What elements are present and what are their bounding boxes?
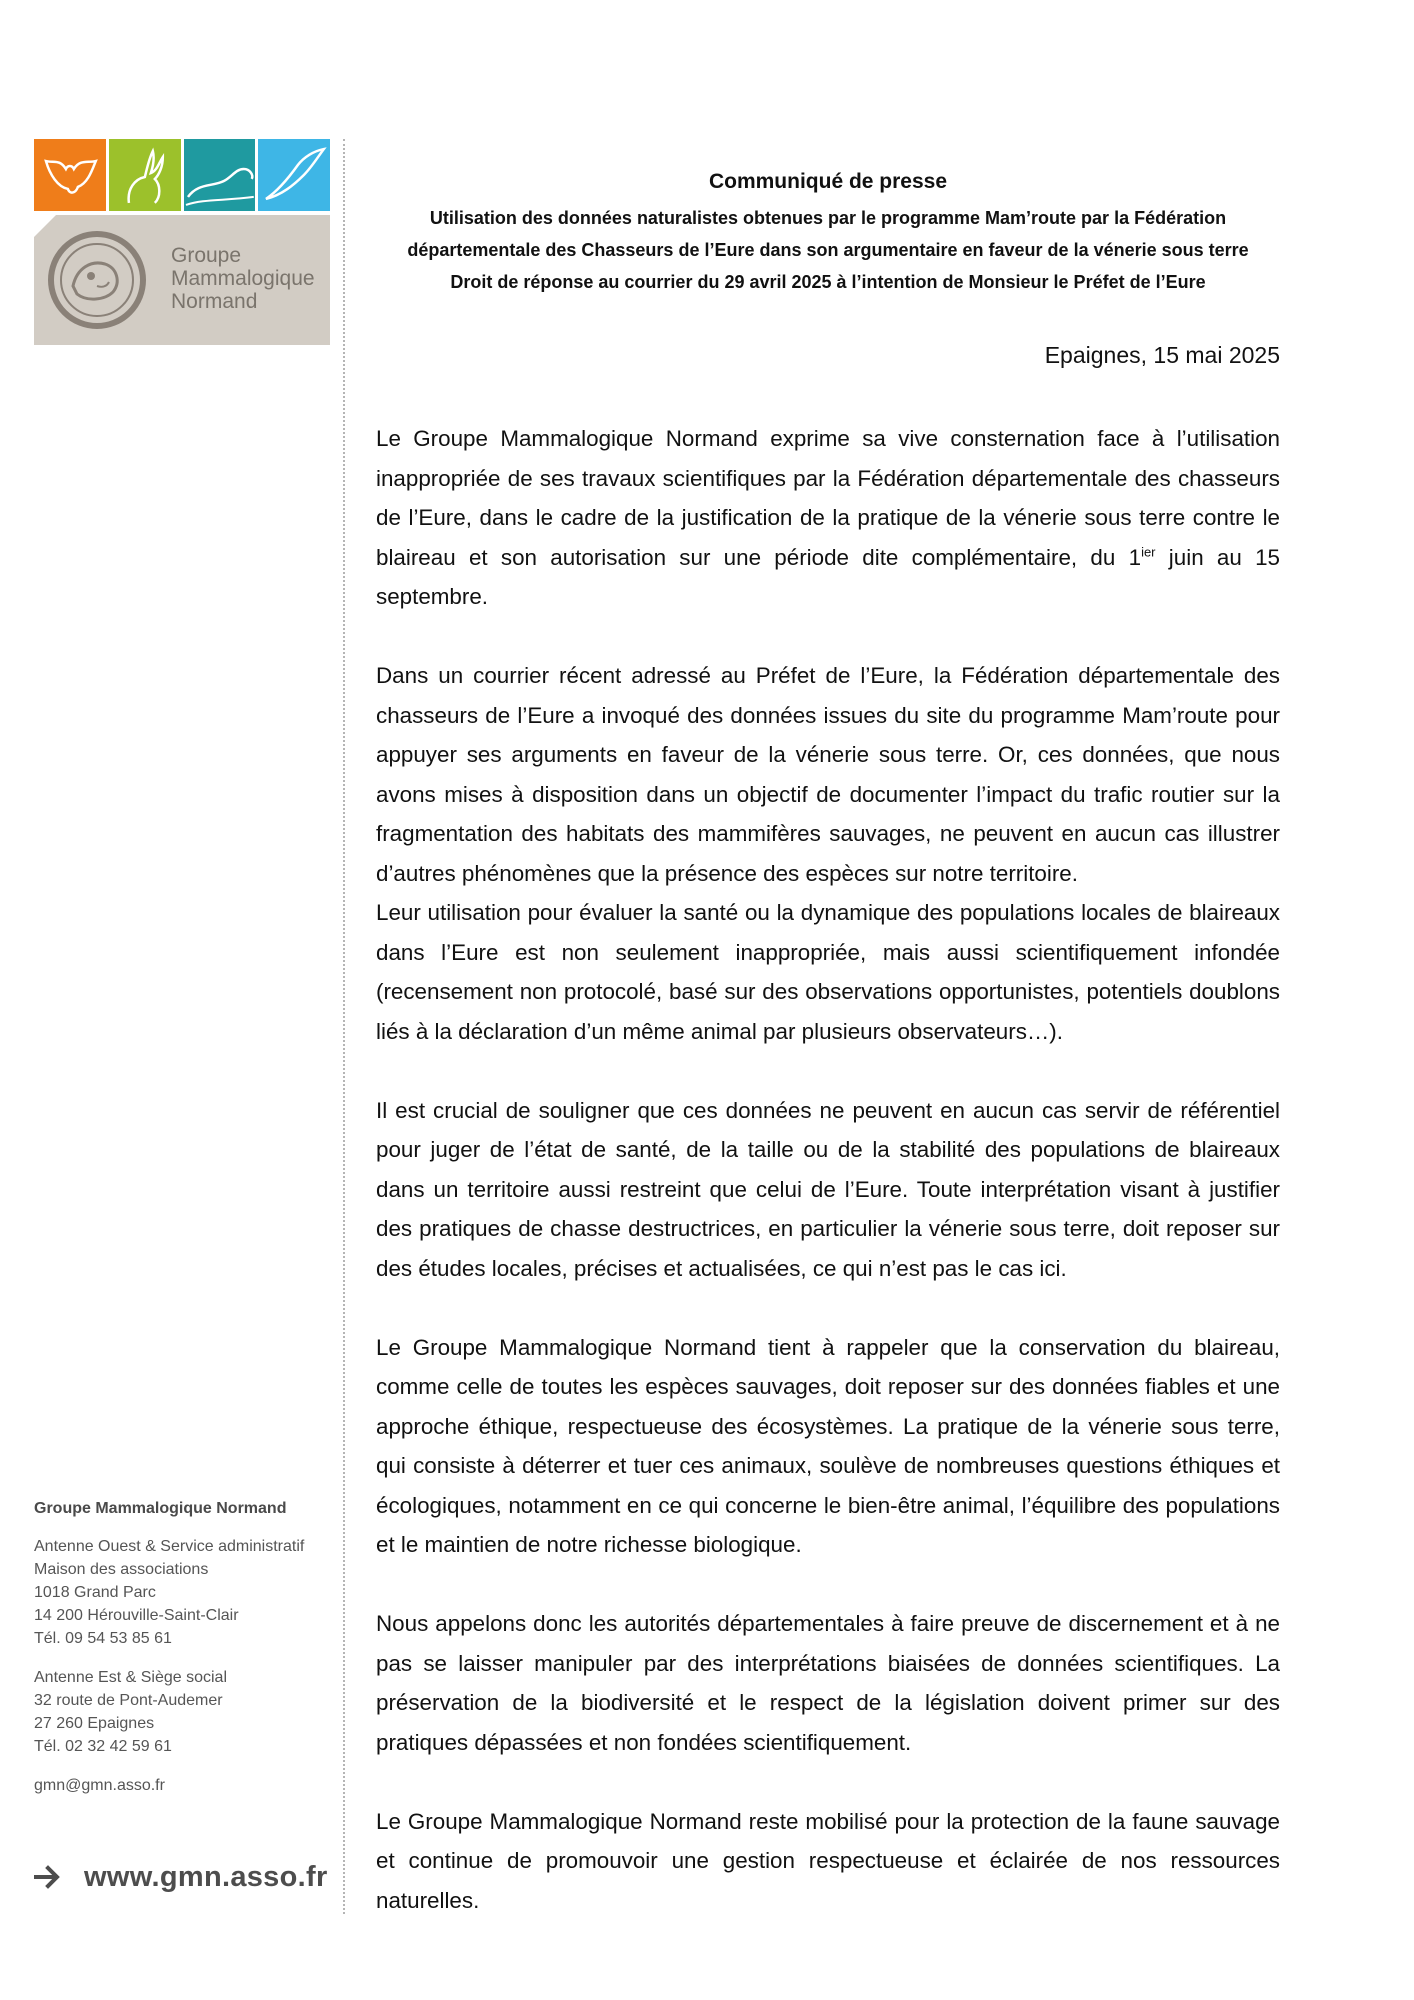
website-link[interactable] bbox=[34, 1857, 334, 1897]
paragraph-2: Dans un courrier récent adressé au Préfet de l’Eure, la Fédération départementale des chasseurs de l’Eure a invoqué des données issues du site du programme Mam’route pour appuyer ses arguments en faveur de la vénerie sous terre. Or, ces données, que nous avons mises à disposition dans un objectif de documenter l’impact du trafic routier sur la fragmentation des habitats des mammifères sauvages, ne peuvent en aucun cas illustrer d’autres phénomènes que la présence des espèces sur notre territoire. bbox=[376, 663, 1280, 886]
sidebar-org-name: Groupe Mammalogique Normand bbox=[34, 1500, 287, 1517]
date-line: Epaignes, 15 mai 2025 bbox=[1044, 342, 1280, 368]
paragraph-6: Nous appelons donc les autorités départementales à faire preuve de discernement et à ne pas se laisser manipuler par des interprétations biaisées de données scientifiques. La préservation de la biodiversité et le respect de la législation doivent primer sur des pratiques dépassées et non fondées scientifiquement. bbox=[376, 1611, 1280, 1755]
paragraph-7: Le Groupe Mammalogique Normand reste mobilisé pour la protection de la faune sauvage et continue de promouvoir une gestion respectueuse et éclairée de nos ressources naturelles. bbox=[376, 1808, 1280, 1913]
otter-icon bbox=[184, 139, 256, 211]
arrow-right-icon bbox=[34, 1863, 62, 1891]
phone-west: Tél. 09 54 53 85 61 bbox=[34, 1630, 172, 1647]
dolphin-icon bbox=[258, 139, 330, 211]
sidebar-divider bbox=[343, 139, 345, 1914]
press-release-body bbox=[376, 419, 1280, 1960]
sidebar-contact bbox=[34, 1497, 334, 1797]
gmn-logo bbox=[34, 139, 330, 347]
logo-emblem-panel bbox=[34, 215, 330, 345]
website-url[interactable]: www.gmn.asso.fr bbox=[84, 1860, 328, 1893]
bat-icon bbox=[34, 139, 106, 211]
paragraph-1: Le Groupe Mammalogique Normand exprime sa vive consternation face à l’utilisation inappropriée de ses travaux scientifiques par la Fédération départementale des chasseurs de l’Eure, dans le cadre de la justification de la pratique de la vénerie sous terre contre le blaireau et son autorisation sur une période dite complémentaire, du $1^{ier}$ juin au 15 septembre. bbox=[376, 426, 1280, 609]
hare-icon bbox=[109, 139, 181, 211]
paragraph-4: Il est crucial de souligner que ces données ne peuvent en aucun cas servir de référentiel pour juger de l’état de santé, de la taille ou de la stabilité des populations de blaireaux dans un territoire aussi restreint que celui de l’Eure. Toute interprétation visant à justifier des pratiques de chasse destructrices, en particulier la vénerie sous terre, doit reposer sur des études locales, précises et actualisées, ce qui n’est pas le cas ici. bbox=[376, 1097, 1280, 1281]
phone-east: Tél. 02 32 42 59 61 bbox=[34, 1738, 172, 1755]
email-link[interactable]: gmn@gmn.asso.fr bbox=[34, 1777, 165, 1794]
page-title: Communiqué de presse bbox=[708, 170, 948, 193]
logo-tiles bbox=[34, 139, 330, 211]
subtitle-line-2: départementale des Chasseurs de l’Eure dans son argumentaire en faveur de la vénerie sous terre bbox=[407, 240, 1249, 260]
subtitle-line-1: Utilisation des données naturalistes obtenues par le programme Mam’route par la Fédération bbox=[429, 208, 1227, 228]
logo-tile-otter bbox=[184, 139, 256, 211]
logo-tile-bat bbox=[34, 139, 106, 211]
subtitle-line-3: Droit de réponse au courrier du 29 avril 2025 à l’intention de Monsieur le Préfet de l’Eure bbox=[450, 272, 1206, 292]
logo-tile-dolphin bbox=[258, 139, 330, 211]
logo-org-name: Groupe Mammalogique Normand bbox=[171, 244, 315, 313]
address-east: Antenne Est & Siège social 32 route de Pont-Audemer 27 260 Epaignes Tél. 02 32 42 59 61 bbox=[34, 1666, 334, 1758]
address-west: Antenne Ouest & Service administratif Maison des associations 1018 Grand Parc 14 200 Hérouville-Saint-Clair Tél. 09 54 53 85 61 bbox=[34, 1535, 334, 1650]
paragraph-5: Le Groupe Mammalogique Normand tient à rappeler que la conservation du blaireau, comme celle de toutes les espèces sauvages, doit reposer sur des données fiables et une approche éthique, respectueuse des écosystèmes. La pratique de la vénerie sous terre, qui consiste à déterrer et tuer ces animaux, soulève de nombreuses questions éthiques et écologiques, notamment en ce qui concerne le bien-être animal, l’équilibre des populations et le maintien de notre richesse biologique. bbox=[376, 1334, 1280, 1557]
logo-tile-hare bbox=[109, 139, 181, 211]
press-release-header bbox=[376, 170, 1280, 298]
badger-seal-icon bbox=[47, 230, 147, 330]
paragraph-3: Leur utilisation pour évaluer la santé ou la dynamique des populations locales de blaireaux dans l’Eure est non seulement inappropriée, mais aussi scientifiquement infondée (recensement non protocolé, basé sur des observations opportunistes, potentiels doublons liés à la déclaration d’un même animal par plusieurs observateurs…). bbox=[376, 900, 1280, 1044]
